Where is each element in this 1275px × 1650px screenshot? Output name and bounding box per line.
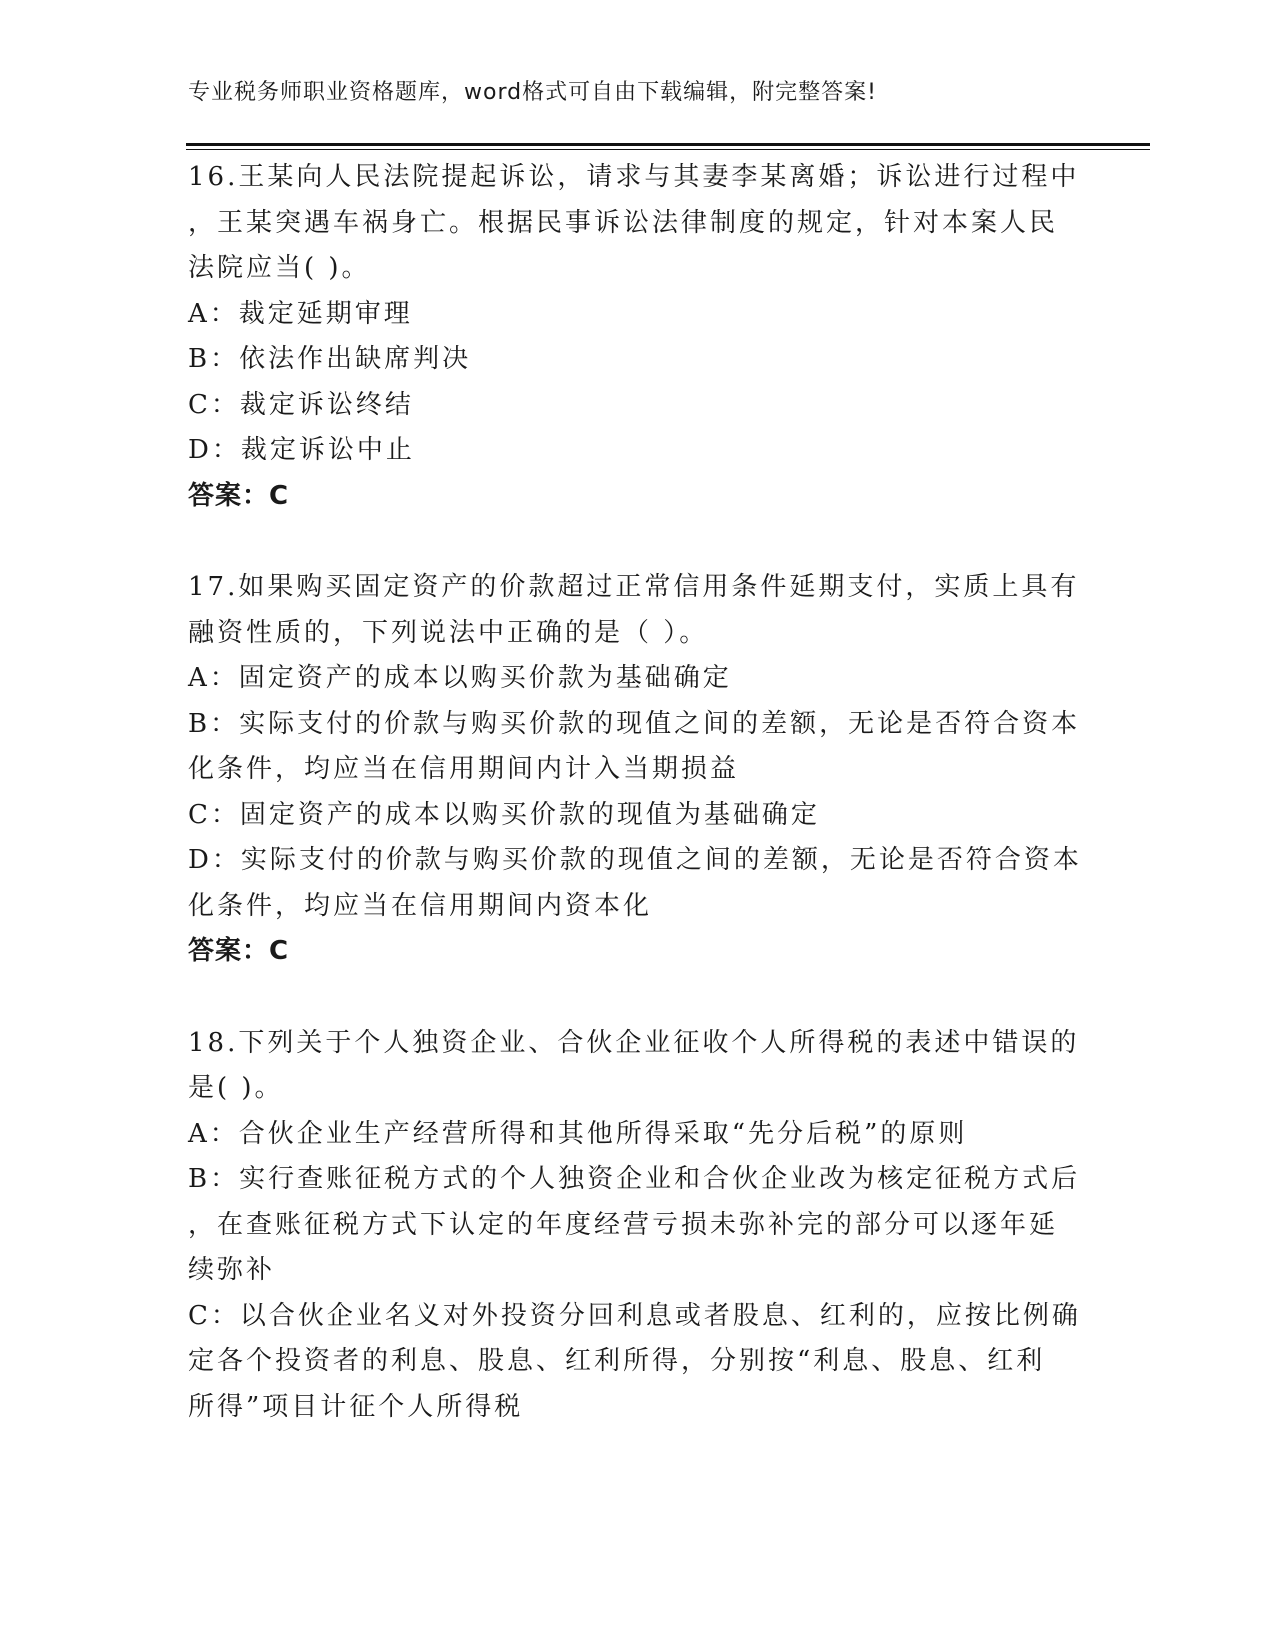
question-stem-line: 法院应当( )。 [188,253,371,283]
question-stem-line: 融资性质的，下列说法中正确的是（ ）。 [188,617,709,648]
question-option-line: D：裁定诉讼中止 [188,435,415,465]
question-answer: 答案：C [188,480,290,511]
question-option-line: 续弥补 [188,1255,276,1285]
question-option-line: 化条件，均应当在信用期间内计入当期损益 [188,754,740,784]
question-list [188,155,1088,1430]
question-option-line: 所得”项目计征个人所得税 [188,1391,524,1422]
question-stem-line: 18.下列关于个人独资企业、合伙企业征收个人所得税的表述中错误的 [188,1027,1080,1058]
question-gap [188,975,1088,1021]
question-option-line: A：裁定延期审理 [188,298,413,329]
question-option-line: C：固定资产的成本以购买价款的现值为基础确定 [188,799,820,830]
question-stem-line: 17.如果购买固定资产的价款超过正常信用条件延期支付，实质上具有 [188,572,1080,602]
header-rule-thick [186,143,1150,146]
question-item [188,155,1088,519]
question-gap [188,519,1088,565]
question-option-line: C：以合伙企业名义对外投资分回利息或者股息、红利的，应按比例确 [188,1300,1081,1331]
question-option-line: B：实际支付的价款与购买价款的现值之间的差额，无论是否符合资本 [188,708,1081,739]
question-option-line: ，在查账征税方式下认定的年度经营亏损未弥补完的部分可以逐年延 [188,1209,1059,1240]
question-option-line: B：实行查账征税方式的个人独资企业和合伙企业改为核定征税方式后 [188,1164,1081,1194]
question-answer: 答案：C [188,936,290,966]
question-option-line: A：固定资产的成本以购买价款为基础确定 [188,663,732,693]
page-header: 专业税务师职业资格题库，word格式可自由下载编辑，附完整答案! [188,80,877,105]
question-option-line: D：实际支付的价款与购买价款的现值之间的差额，无论是否符合资本 [188,845,1082,875]
question-option-line: B：依法作出缺席判决 [188,344,472,374]
question-option-line: 定各个投资者的利息、股息、红利所得，分别按“利息、股息、红利 [188,1346,1046,1376]
question-item [188,1021,1088,1431]
question-stem-line: 是( )。 [188,1073,284,1103]
header-rule-thin [186,149,1150,150]
question-option-line: 化条件，均应当在信用期间内资本化 [188,890,653,921]
question-item [188,565,1088,975]
question-stem-line: ，王某突遇车祸身亡。根据民事诉讼法律制度的规定，针对本案人民 [188,207,1059,238]
question-option-line: A：合伙企业生产经营所得和其他所得采取“先分后税”的原则 [188,1118,968,1149]
question-stem-line: 16.王某向人民法院提起诉讼，请求与其妻李某离婚；诉讼进行过程中 [188,162,1080,192]
question-option-line: C：裁定诉讼终结 [188,389,414,420]
